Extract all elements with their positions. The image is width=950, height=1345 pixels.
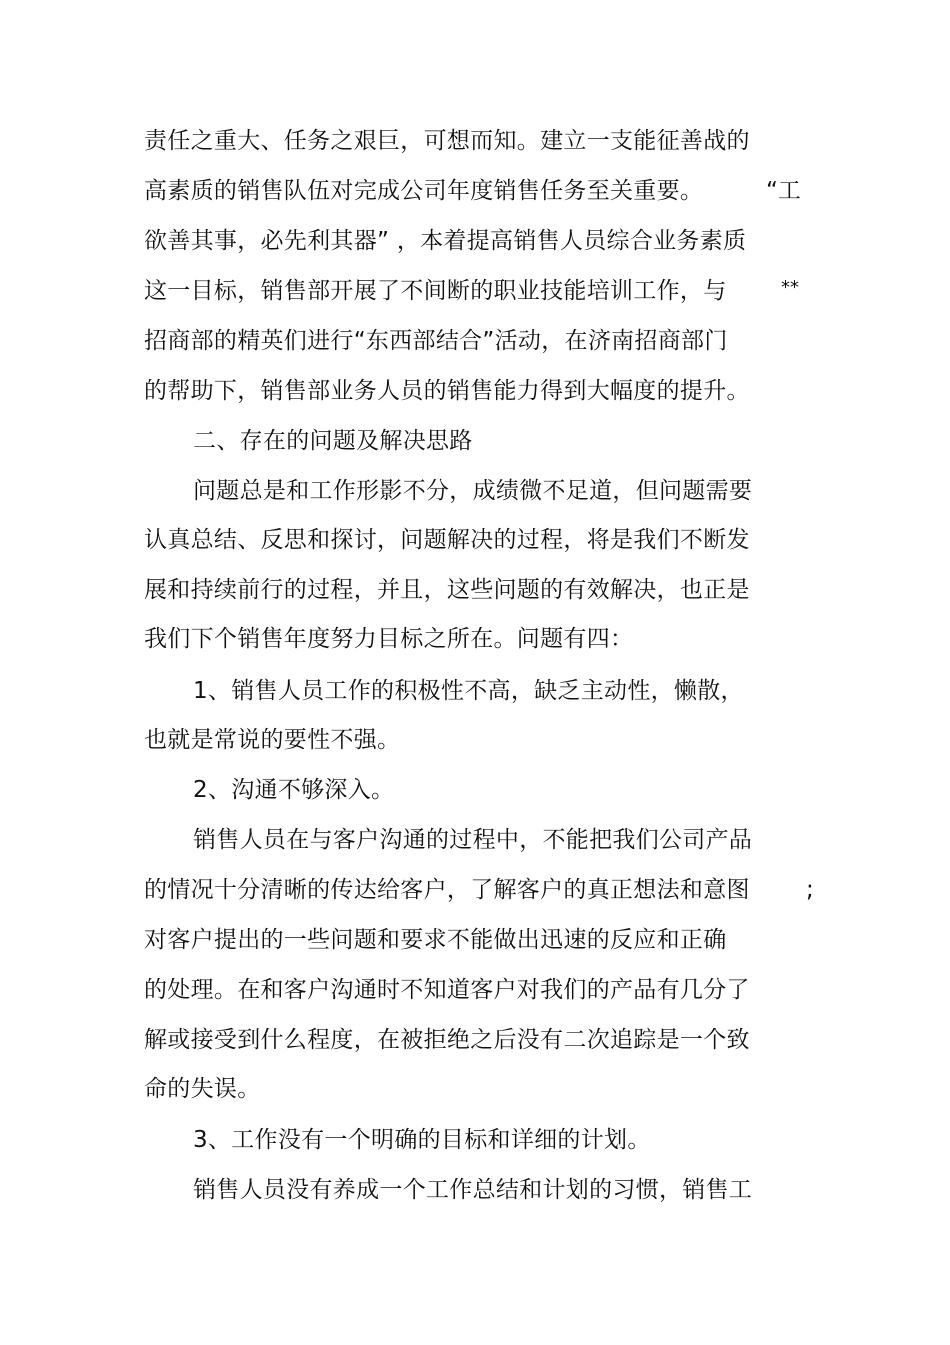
text-line-10: 展和持续前行的过程，并且，这些问题的有效解决，也正是 bbox=[144, 577, 750, 603]
text-line-19: 解或接受到什么程度，在被拒绝之后没有二次追踪是一个致 bbox=[144, 1027, 750, 1053]
text-line-16: 的情况十分清晰的传达给客户，了解客户的真正想法和意图 bbox=[144, 877, 750, 903]
quote-mark: “工 bbox=[766, 178, 801, 204]
text-line-15: 销售人员在与客户沟通的过程中，不能把我们公司产品 bbox=[193, 827, 753, 853]
text-line-6: 的帮助下，销售部业务人员的销售能力得到大幅度的提升。 bbox=[144, 378, 750, 404]
section-heading: 二、存在的问题及解决思路 bbox=[193, 428, 473, 454]
text-line-22: 销售人员没有养成一个工作总结和计划的习惯，销售工 bbox=[193, 1177, 753, 1203]
text-line-1: 责任之重大、任务之艰巨，可想而知。建立一支能征善战的 bbox=[144, 128, 750, 154]
text-line-17: 对客户提出的一些问题和要求不能做出迅速的反应和正确 bbox=[144, 927, 727, 953]
text-line-3: 欲善其事，必先利其器” ，本着提高销售人员综合业务素质 bbox=[144, 228, 747, 254]
list-item-3: 3、工作没有一个明确的目标和详细的计划。 bbox=[193, 1127, 651, 1153]
text-line-8: 问题总是和工作形影不分，成绩微不足道，但问题需要 bbox=[193, 478, 753, 504]
list-item-2: 2、沟通不够深入。 bbox=[193, 777, 395, 803]
text-line-20: 命的失误。 bbox=[144, 1076, 261, 1102]
text-line-18: 的处理。在和客户沟通时不知道客户对我们的产品有几分了 bbox=[144, 977, 750, 1003]
list-item-1: 1、销售人员工作的积极性不高，缺乏主动性，懒散， bbox=[193, 678, 744, 704]
semicolon-mark: ; bbox=[806, 877, 814, 903]
text-line-5: 招商部的精英们进行“东西部结合”活动，在济南招商部门 bbox=[144, 328, 728, 354]
asterisk-mark: ** bbox=[781, 277, 799, 298]
text-line-13: 也就是常说的要性不强。 bbox=[144, 727, 401, 753]
text-line-4: 这一目标，销售部开展了不间断的职业技能培训工作，与 bbox=[144, 278, 727, 304]
text-line-2: 高素质的销售队伍对完成公司年度销售任务至关重要。 bbox=[144, 178, 704, 204]
text-line-11: 我们下个销售年度努力目标之所在。问题有四： bbox=[144, 626, 634, 652]
text-line-9: 认真总结、反思和探讨，问题解决的过程，将是我们不断发 bbox=[144, 527, 750, 553]
